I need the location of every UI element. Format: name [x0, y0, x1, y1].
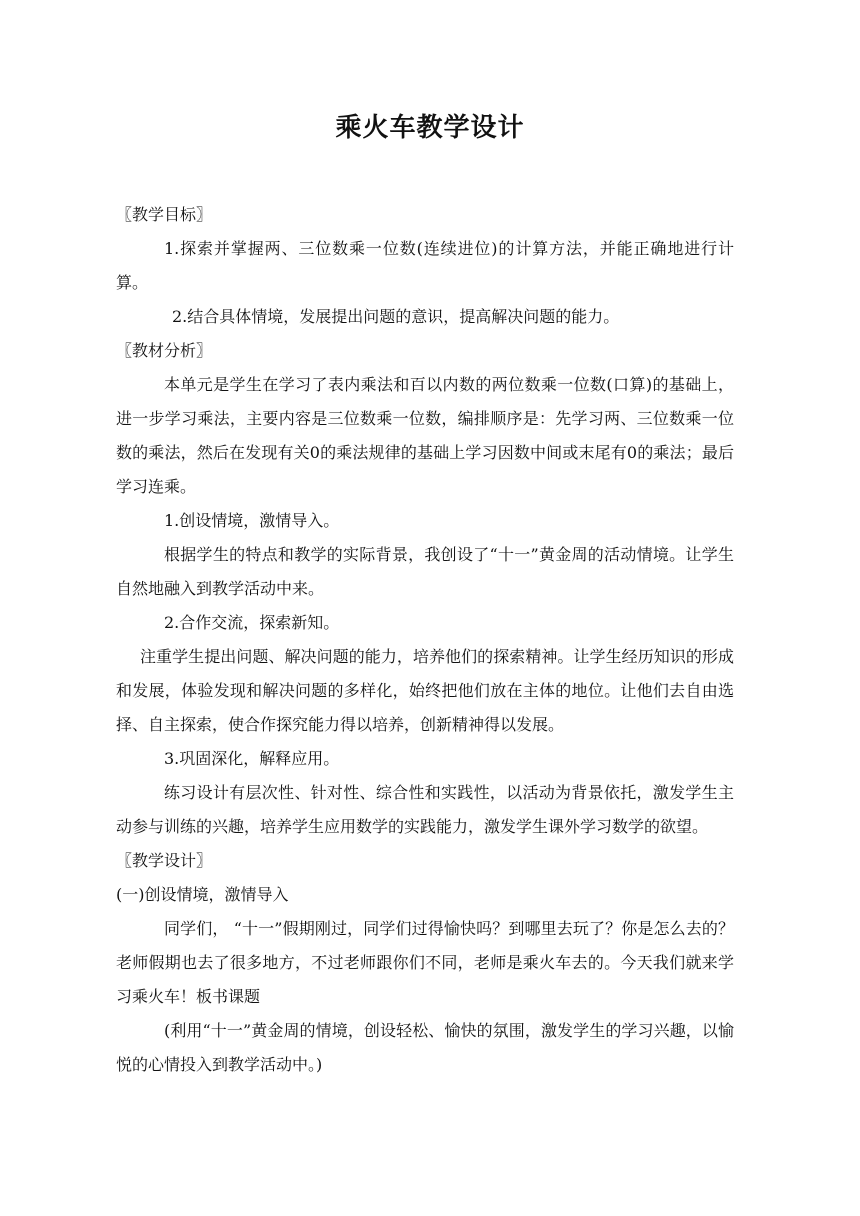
analysis-step-3-text: 练习设计有层次性、针对性、综合性和实践性，以活动为背景依托，激发学生主动参与训练的兴趣，培养学生应用数学的实践能力，激发学生课外学习数学的欲望。: [116, 783, 734, 836]
goal-paragraph-1: 1.探索并掌握两、三位数乘一位数(连续进位)的计算方法，并能正确地进行计算。: [116, 239, 734, 292]
section-heading-material-analysis: 〖教材分析〗: [116, 341, 213, 360]
section-heading-teaching-design: 〖教学设计〗: [116, 851, 213, 870]
analysis-step-2-text: 注重学生提出问题、解决问题的能力，培养他们的探索精神。让学生经历知识的形成和发展，体验发现和解决问题的多样化，始终把他们放在主体的地位。让他们去自由选择、自主探索，使合作探究能力得以培养，创新精神得以发展。: [116, 647, 734, 734]
analysis-step-1: 1.创设情境，激情导入。: [164, 511, 340, 530]
analysis-step-3: 3.巩固深化，解释应用。: [164, 749, 340, 768]
design-note-1: (利用“十一”黄金周的情境，创设轻松、愉快的氛围，激发学生的学习兴趣，以愉悦的心情投入到教学活动中。): [116, 1021, 734, 1074]
analysis-step-1-text: 根据学生的特点和教学的实际背景，我创设了“十一”黄金周的活动情境。让学生自然地融入到教学活动中来。: [116, 545, 734, 598]
analysis-step-2: 2.合作交流，探索新知。: [164, 613, 340, 632]
goal-paragraph-2: 2.结合具体情境，发展提出问题的意识，提高解决问题的能力。: [172, 307, 620, 326]
section-heading-teaching-goals: 〖教学目标〗: [116, 205, 213, 224]
design-paragraph-1: 同学们， “十一”假期刚过，同学们过得愉快吗？到哪里去玩了？你是怎么去的？老师假期也去了很多地方，不过老师跟你们不同，老师是乘火车去的。今天我们就来学习乘火车！板书课题: [116, 919, 734, 1006]
document-body: [116, 198, 734, 1082]
analysis-paragraph: 本单元是学生在学习了表内乘法和百以内数的两位数乘一位数(口算)的基础上，进一步学习乘法，主要内容是三位数乘一位数，编排顺序是：先学习两、三位数乘一位数的乘法，然后在发现有关0的乘法规律的基础上学习因数中间或末尾有0的乘法；最后学习连乘。: [116, 375, 734, 496]
design-subheading-1: (一)创设情境，激情导入: [116, 885, 289, 904]
document-title: 乘火车教学设计: [335, 113, 525, 143]
